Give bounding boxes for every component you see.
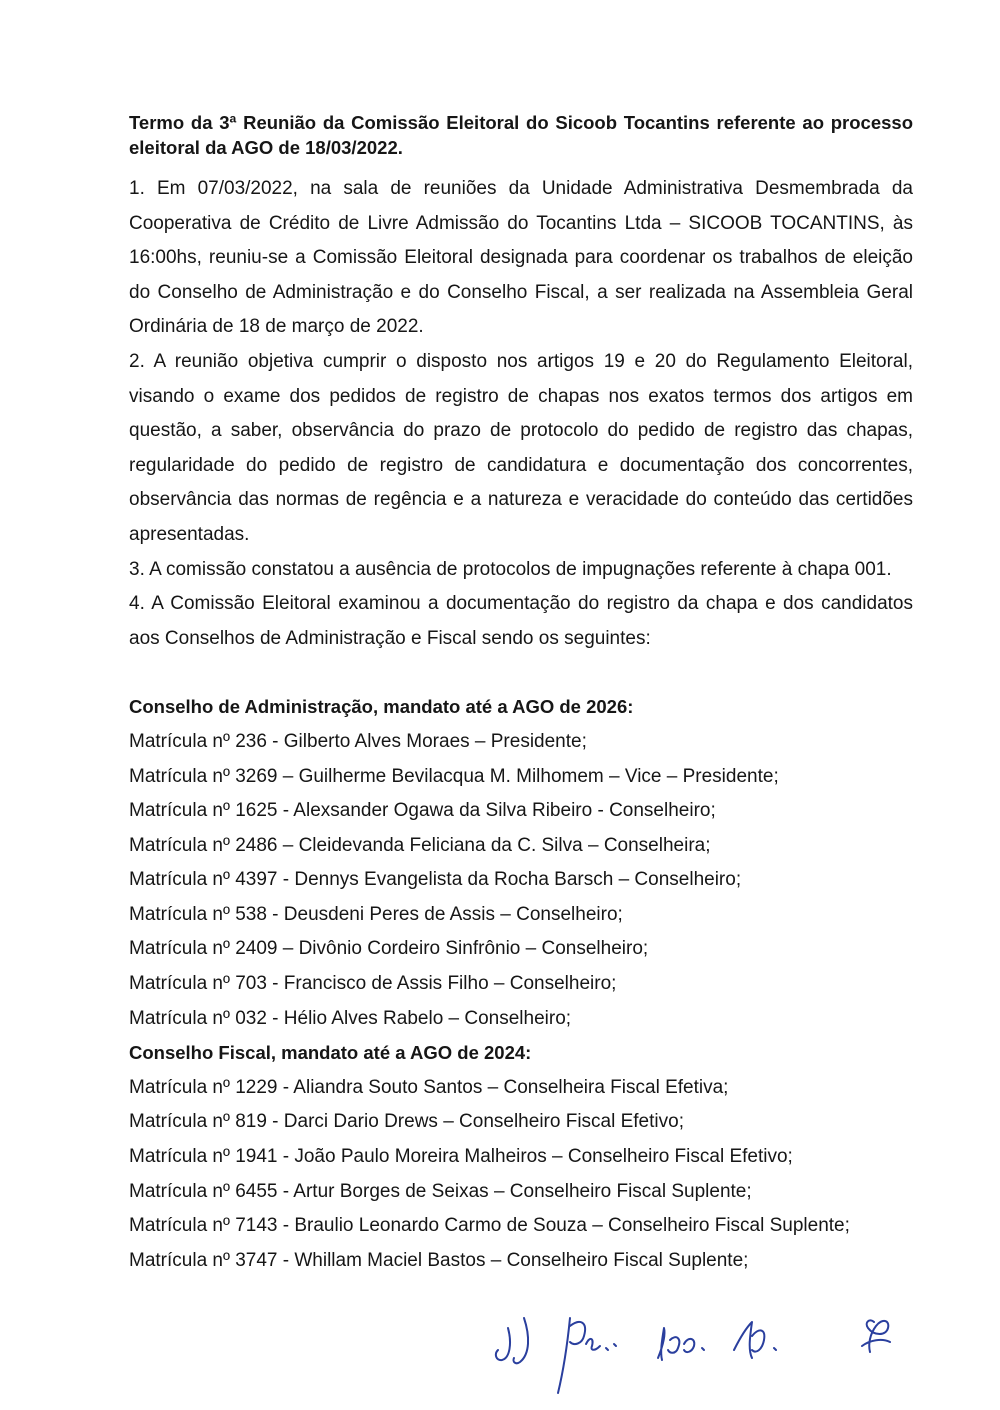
list-item: Matrícula nº 4397 - Dennys Evangelista da Rocha Barsch – Conselheiro; (129, 869, 742, 891)
list-item: Matrícula nº 1625 - Alexsander Ogawa da Silva Ribeiro - Conselheiro; (129, 800, 716, 822)
list-item: Matrícula nº 2409 – Divônio Cordeiro Sinfrônio – Conselheiro; (129, 938, 649, 960)
paragraph-1: 1. Em 07/03/2022, na sala de reuniões da Unidade Administrativa Desmembrada da Cooperativa de Crédito de Livre Admissão do Tocantins Ltda – SICOOB TOCANTINS, às 16:00hs, reuniu-se a Comissão Eleitoral designada para coordenar os trabalhos de eleição do Conselho de Administração e do Conselho Fiscal, a ser realizada na Assembleia Geral Ordinária de 18 de março de 2022. (129, 178, 913, 338)
admin-council-heading: Conselho de Administração, mandato até a AGO de 2026: (129, 696, 634, 718)
initial-1 (496, 1328, 510, 1360)
list-item: Matrícula nº 2486 – Cleidevanda Feliciana da C. Silva – Conselheira; (129, 834, 711, 856)
list-item: Matrícula nº 538 - Deusdeni Peres de Assis – Conselheiro; (129, 903, 623, 925)
paragraph-2: 2. A reunião objetiva cumprir o disposto nos artigos 19 e 20 do Regulamento Eleitoral, visando o exame dos pedidos de registro de chapas nos exatos termos dos artigos em questão, a saber, observância do prazo de protocolo do pedido de registro das chapas, regularidade do pedido de registro de candidatura e documentação dos concorrentes, observância das normas de regência e a natureza e veracidade do conteúdo das certidões apresentadas. (129, 350, 913, 545)
list-item: Matrícula nº 1941 - João Paulo Moreira Malheiros – Conselheiro Fiscal Efetivo; (129, 1146, 793, 1168)
signatures (490, 1288, 920, 1398)
handwritten-initials (490, 1288, 920, 1398)
document-body (129, 110, 913, 1278)
admin-council-list (129, 725, 913, 1036)
list-item: Matrícula nº 703 - Francisco de Assis Filho – Conselheiro; (129, 973, 617, 995)
paragraph-4: 4. A Comissão Eleitoral examinou a documentação do registro da chapa e dos candidatos aos Conselhos de Administração e Fiscal sendo os seguintes: (129, 593, 913, 649)
list-item: Matrícula nº 032 - Hélio Alves Rabelo – Conselheiro; (129, 1007, 572, 1029)
document-title: Termo da 3ª Reunião da Comissão Eleitoral do Sicoob Tocantins referente ao processo eleitoral da AGO de 18/03/2022. (129, 112, 913, 158)
list-item: Matrícula nº 236 - Gilberto Alves Moraes – Presidente; (129, 730, 587, 752)
fiscal-council-list (129, 1071, 913, 1279)
list-item: Matrícula nº 3269 – Guilherme Bevilacqua M. Milhomem – Vice – Presidente; (129, 765, 779, 787)
initial-1b (513, 1318, 528, 1363)
list-item: Matrícula nº 3747 - Whillam Maciel Bastos – Conselheiro Fiscal Suplente; (129, 1249, 749, 1271)
initial-4 (734, 1322, 776, 1358)
fiscal-council-heading: Conselho Fiscal, mandato até a AGO de 2024: (129, 1042, 532, 1064)
list-item: Matrícula nº 7143 - Braulio Leonardo Carmo de Souza – Conselheiro Fiscal Suplente; (129, 1215, 850, 1237)
list-item: Matrícula nº 6455 - Artur Borges de Seixas – Conselheiro Fiscal Suplente; (129, 1180, 752, 1202)
list-item: Matrícula nº 1229 - Aliandra Souto Santos – Conselheira Fiscal Efetiva; (129, 1076, 729, 1098)
initial-3 (658, 1328, 704, 1360)
initial-5 (862, 1320, 890, 1352)
initial-2 (558, 1318, 616, 1393)
list-item: Matrícula nº 819 - Darci Dario Drews – Conselheiro Fiscal Efetivo; (129, 1111, 684, 1133)
paragraph-3: 3. A comissão constatou a ausência de protocolos de impugnações referente à chapa 001. (129, 558, 892, 580)
